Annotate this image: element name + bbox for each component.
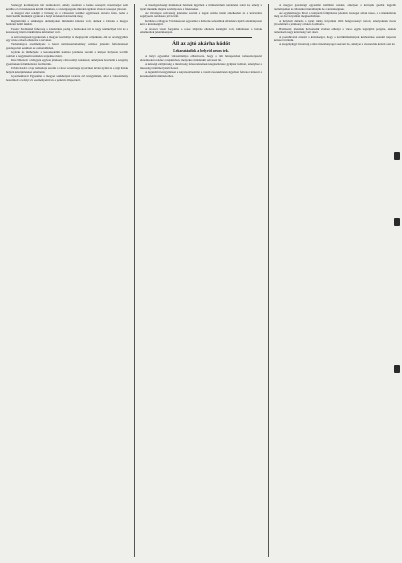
paragraph: Kiss Nikolett: a hölgyek egylete jótékony célú estélyt rendezett, amelynek bevételét a szegény gyermekek felruházására fordították. (6, 58, 128, 66)
binding-hole-mark (394, 365, 400, 373)
paragraph: A tavaszi vásár forgalma a rossz időjárás ellenére kielégítő volt, különösen a lóárak emelkedtek jelentékenyen. (140, 26, 262, 35)
paragraph: Gyárak és műhelyek: a kereskedelmi kamara jelentése szerint a kisipar helyzete tovább romlott a nagyüzemi termelés terjedése miatt. (6, 50, 128, 58)
paragraph: A szövetségesek igyekeztek a magyar kormányt is megnyerni céljaiknak, ám az országgyűlés egy része erősen ellenezte a terveket. (6, 34, 128, 43)
paragraph: A megyei gazdasági egyesület kiállítást rendez, amelyen a környék gazdái legjobb terményeiket és állataikat mutathatják be a közönségnek. (274, 4, 396, 11)
paragraph: A postahivatal értesíti a közönséget, hogy a levélküldemények kézbesítése ezentúl naponta kétszer történik. (274, 34, 396, 43)
paragraph: Somogyi kormányzás bár számottevő, amely azonban a benne szereplő vezetőséget sem kerülte el a birtoktestek körüli vitákban, s a közigazgatás minden ágában vitatott szerepet játszott. (6, 4, 128, 11)
paragraph: A szegényügyi bizottság a télre tüzelőanyagot szerzett be, amelyet a rászorulók között oszt ki. (279, 42, 396, 47)
section-divider (150, 37, 252, 38)
paragraph: A helybeli dalárda a nyári idény folyamán több hangversenyt tartott, amelyeknek tiszta jövedelmét a jótékony célokra fordította. (274, 18, 396, 27)
paragraph: Regisztrálni a szükséges okmányokat mindenki köteles volt, akinek a birtoka a megye határain belül feküdt. (6, 18, 128, 27)
binding-hole-mark (394, 218, 400, 226)
paragraph: Ferenc Ferdinánd főherceg a trónörökös pedig a határokon túl is nagy tekintéllyel bírt és a katonaság iránti érdeklődése közismert volt. (6, 26, 128, 35)
section-subheadline: Lekaratáatlok a belyrid aruos tek. (173, 48, 229, 53)
paragraph: A községi elöljáróság a tűzoltóság felszerelésének kiegészítésére gyűjtést indított, amelyhez a lakosság örömmel járult hozzá. (140, 62, 262, 70)
paragraph: A legutóbbi közgyűlésen a képviselőtestület a vasúti összeköttetés ügyében feliratot intézett a kereskedelmi miniszterhez. (140, 70, 262, 78)
column-2 (134, 4, 262, 557)
paragraph: Gyermekbarát Egyesület a megyei székhelyen tartotta évi közgyűlését, ahol a választmány beszámolt a lefolyt év eseményeiről és a pénztár állapotáról. (6, 74, 128, 82)
paragraph: Kórháza a Magyar Vöröskereszt egyesület a háborús sebesültek ellátására újabb adományokat kért a közönségtől. (140, 18, 262, 27)
paragraph: A mezőgazdasági munkások bérének ügyében a minisztérium rendeletet adott ki, amely a nyári munkák idejére szabályozza a fizetéseket. (140, 4, 262, 11)
column-3 (268, 4, 396, 557)
binding-hole-mark (394, 152, 400, 160)
paragraph: A helyi egyesület választmánya elhatározta, hogy a téli hónapokban ismeretterjesztő előadásokat rendez a népkörben, melyekre mindenkit szívesen lát. (140, 54, 262, 62)
paragraph: Tudományos eredmények: a hazai természettudomány számos jelentős felfedezéssel gazdagodott ezekben az esztendőkben. (6, 42, 128, 50)
paragraph: Az Országos szövetség jelentése szerint a tagok száma ismét emelkedett és a kölcsönös segélyezés rendszere jól bevált. (140, 10, 262, 19)
column-1 (6, 4, 128, 557)
paragraph: Az egyházmegye hívei a templom felújítására jelentős összeget adtak össze, s a munkálatok még az ősz folyamán megkezdődnek. (274, 10, 396, 19)
paragraph: Urbán Kadri: a lap tudósítója szerint a város vezetősége új utcákat kíván nyitni és a régi házak helyén középületeket emeltetni. (6, 66, 128, 74)
paragraph: A megyei élet rendjét a bíróság és a választott testület együttesen tartotta fenn, noha a tisztviselők munkáját gyakran a helyi érdekek határozták meg. (6, 10, 128, 19)
paragraph: Halálozás: életének hetvenedik évében elhunyt a város egyik legrégibb polgára, akinek temetésén nagy közönség vett részt. (274, 26, 396, 35)
section-headline: Áll az ajtó akárha ködöt (171, 40, 231, 47)
